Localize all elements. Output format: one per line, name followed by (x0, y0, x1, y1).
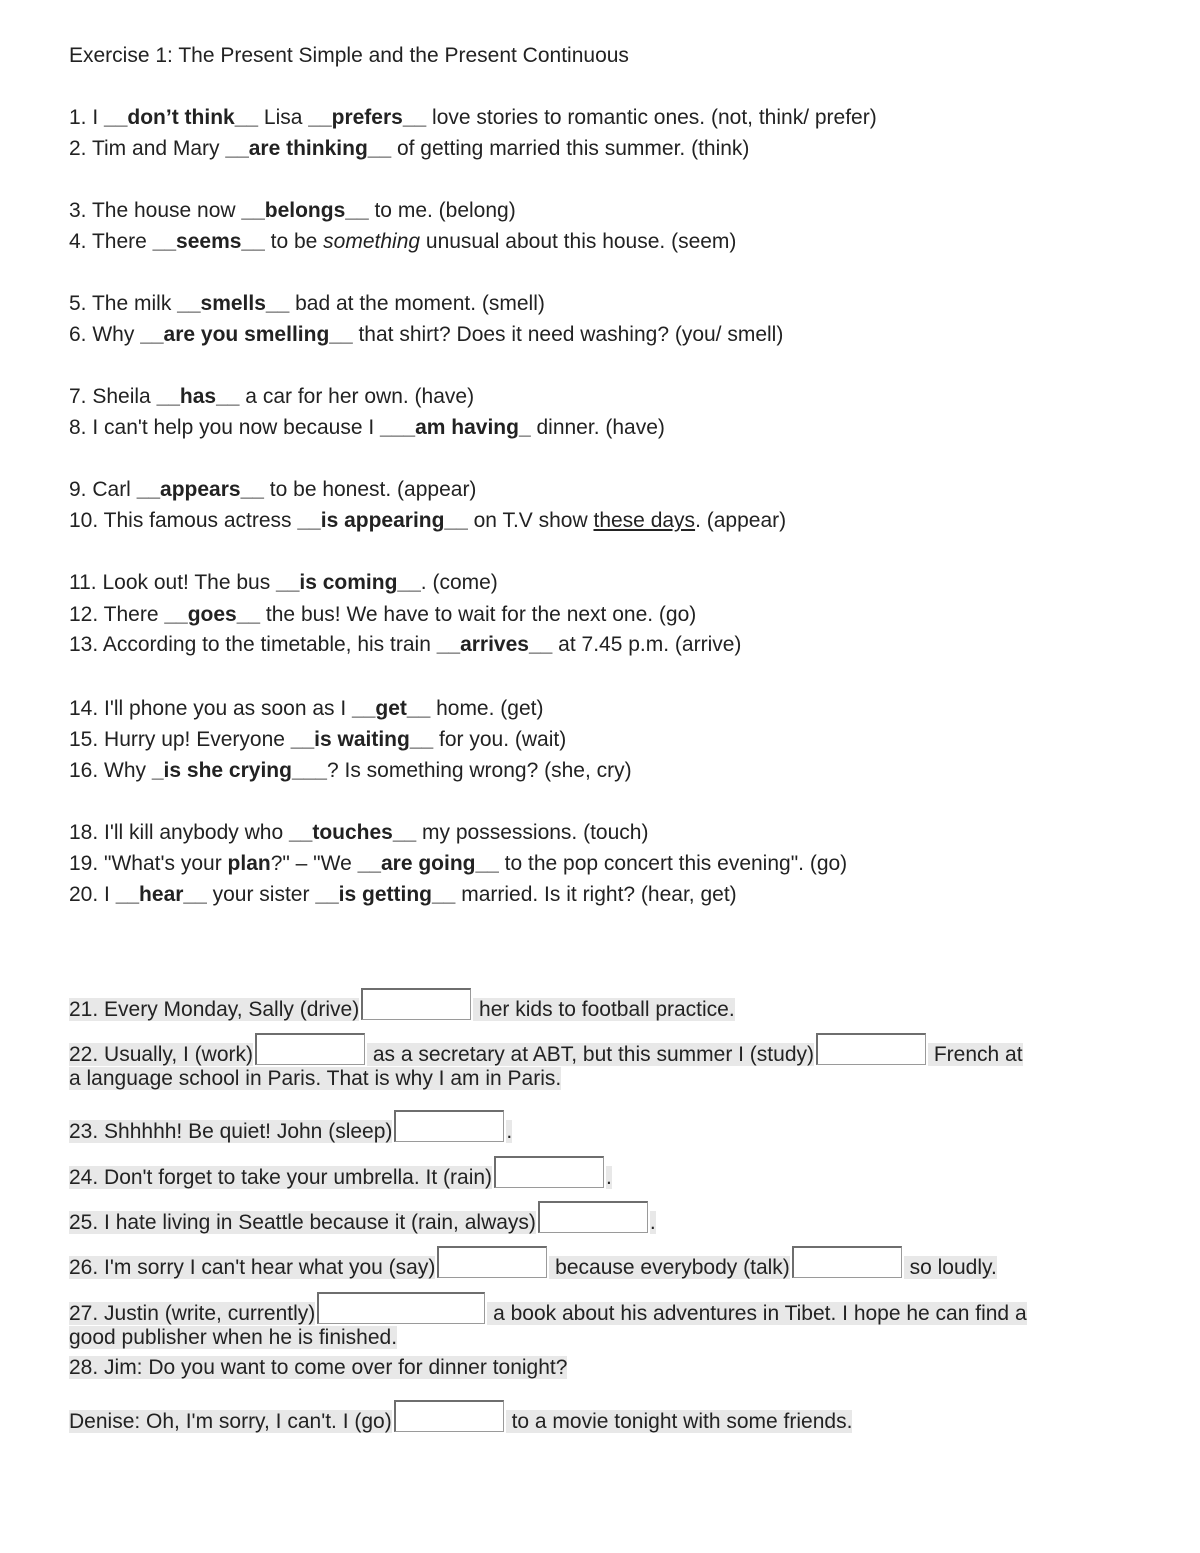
question-10: 10. This famous actress __is appearing__ on T.V show these days. (appear) (69, 509, 787, 532)
question-5: 5. The milk __smells__ bad at the moment. (smell) (69, 292, 545, 315)
question-23: 23. Shhhhh! Be quiet! John (sleep) . (69, 1110, 512, 1145)
question-7: 7. Sheila __has__ a car for her own. (have) (69, 385, 475, 408)
answer-25-input[interactable] (538, 1201, 648, 1233)
question-24: 24. Don't forget to take your umbrella. It (rain) . (69, 1156, 612, 1191)
question-4: 4. There __seems__ to be something unusual about this house. (seem) (69, 230, 737, 253)
question-26: 26. I'm sorry I can't hear what you (say) because everybody (talk) so loudly. (69, 1246, 997, 1281)
answer-23-input[interactable] (394, 1110, 504, 1142)
answer-24-input[interactable] (494, 1156, 604, 1188)
question-1: 1. I __don’t think__ Lisa __prefers__ love stories to romantic ones. (not, think/ prefer) (69, 106, 877, 129)
question-27-cont: good publisher when he is finished. (69, 1326, 398, 1349)
question-9: 9. Carl __appears__ to be honest. (appear) (69, 478, 477, 501)
question-19: 19. "What's your plan?" – "We __are going__ to the pop concert this evening". (go) (69, 852, 848, 875)
answer-22a-input[interactable] (255, 1033, 365, 1065)
question-27: 27. Justin (write, currently) a book about his adventures in Tibet. I hope he can find a (69, 1292, 1027, 1327)
question-21: 21. Every Monday, Sally (drive) her kids to football practice. (69, 988, 735, 1023)
question-18: 18. I'll kill anybody who __touches__ my possessions. (touch) (69, 821, 649, 844)
question-12: 12. There __goes__ the bus! We have to wait for the next one. (go) (69, 603, 697, 626)
answer-27-input[interactable] (317, 1292, 485, 1324)
question-14: 14. I'll phone you as soon as I __get__ home. (get) (69, 697, 544, 720)
question-16: 16. Why _is she crying___? Is something wrong? (she, cry) (69, 759, 632, 782)
question-8: 8. I can't help you now because I ___am having_ dinner. (have) (69, 416, 665, 439)
question-2: 2. Tim and Mary __are thinking__ of getting married this summer. (think) (69, 137, 750, 160)
question-13: 13. According to the timetable, his train __arrives__ at 7.45 p.m. (arrive) (69, 633, 742, 656)
question-20: 20. I __hear__ your sister __is getting__ married. Is it right? (hear, get) (69, 883, 737, 906)
question-22-cont: a language school in Paris. That is why I am in Paris. (69, 1067, 562, 1090)
question-28: 28. Jim: Do you want to come over for dinner tonight? (69, 1356, 568, 1379)
answer-26b-input[interactable] (792, 1246, 902, 1278)
question-6: 6. Why __are you smelling__ that shirt? Does it need washing? (you/ smell) (69, 323, 784, 346)
question-25: 25. I hate living in Seattle because it (rain, always) . (69, 1201, 656, 1236)
page-title: Exercise 1: The Present Simple and the Present Continuous (69, 44, 629, 67)
answer-28-input[interactable] (394, 1400, 504, 1432)
question-22: 22. Usually, I (work) as a secretary at ABT, but this summer I (study) French at (69, 1033, 1023, 1068)
answer-26a-input[interactable] (437, 1246, 547, 1278)
question-11: 11. Look out! The bus __is coming__. (come) (69, 571, 498, 594)
answer-21-input[interactable] (361, 988, 471, 1020)
question-3: 3. The house now __belongs__ to me. (belong) (69, 199, 516, 222)
question-28-cont: Denise: Oh, I'm sorry, I can't. I (go) to a movie tonight with some friends. (69, 1400, 852, 1435)
question-15: 15. Hurry up! Everyone __is waiting__ for you. (wait) (69, 728, 567, 751)
answer-22b-input[interactable] (816, 1033, 926, 1065)
